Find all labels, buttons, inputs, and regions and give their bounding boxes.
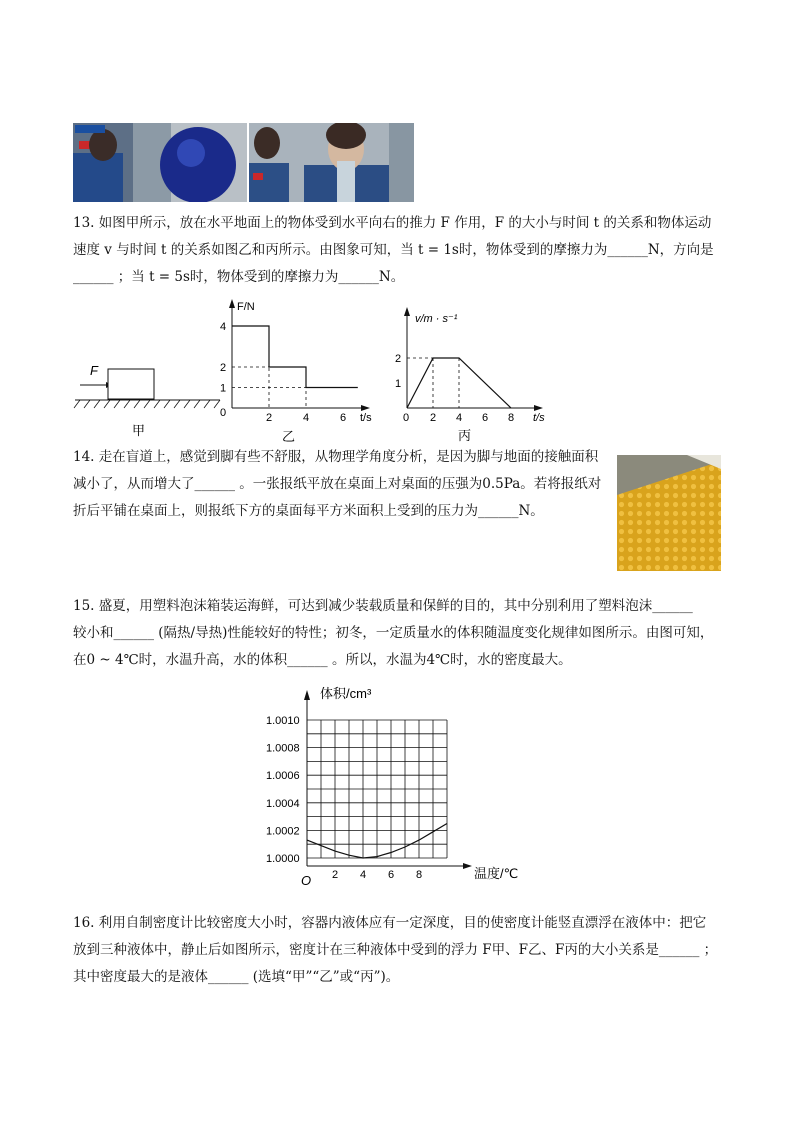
caption-jia: 甲 bbox=[132, 423, 146, 438]
x-axis-label: t/s bbox=[533, 412, 545, 424]
y-tick-label: 1.0002 bbox=[266, 825, 300, 838]
y-tick-label: 1.0000 bbox=[266, 853, 300, 865]
q15-line-3: 在0 ~ 4℃时，水温升高，水的体积______ 。所以，水温为4℃时，水的密度最大。 bbox=[73, 652, 572, 668]
photo-water-ball bbox=[73, 123, 247, 202]
q16-line-3: 其中密度最大的是液体______ (选填“甲”“乙”或“丙”)。 bbox=[73, 969, 400, 985]
figure-yi bbox=[215, 296, 380, 446]
q13-line-3: ______ ；当 t = 5s时，物体受到的摩擦力为______N。 bbox=[73, 269, 405, 285]
y-tick-label: 2 bbox=[220, 362, 227, 374]
q13-line-2: 速度 v 与时间 t 的关系如图乙和丙所示。由图象可知，当 t = 1s时，物体受到的摩擦力为______N，方向是 bbox=[73, 242, 714, 258]
block bbox=[108, 369, 154, 399]
figure-bing bbox=[393, 302, 558, 447]
x-tick-label: 8 bbox=[416, 869, 423, 881]
y-tick-label: 1.0006 bbox=[266, 770, 300, 783]
y-tick-label: 2 bbox=[395, 353, 402, 365]
x-tick-label: 6 bbox=[482, 412, 489, 424]
origin-label: 0 bbox=[220, 407, 227, 419]
figure-jia bbox=[70, 355, 230, 445]
x-tick-label: 6 bbox=[388, 869, 395, 881]
x-tick-label: 4 bbox=[303, 412, 310, 424]
q15-line-2: 较小和______ (隔热/导热)性能较好的特性；初冬，一定质量水的体积随温度变化规律如图所示。由图可知， bbox=[73, 625, 714, 641]
x-tick-label: 4 bbox=[360, 869, 367, 881]
x-tick-label: 2 bbox=[266, 412, 273, 424]
q14-line-1: 14. 走在盲道上，感觉到脚有些不舒服，从物理学角度分析，是因为脚与地面的接触面积 bbox=[73, 449, 599, 465]
q16-line-1: 16. 利用自制密度计比较密度大小时，容器内液体应有一定深度，目的使密度计能竖直漂浮在液体中：把它 bbox=[73, 915, 707, 931]
force-label: F bbox=[90, 363, 98, 378]
origin-label: O bbox=[301, 873, 312, 888]
y-tick-label: 1.0010 bbox=[266, 715, 300, 727]
x-tick-label: 2 bbox=[430, 412, 437, 424]
photo-astronaut bbox=[249, 123, 414, 202]
photo-tactile-paving bbox=[617, 455, 721, 571]
y-tick-label: 1.0004 bbox=[266, 797, 300, 810]
y-axis-label: F/N bbox=[237, 301, 255, 313]
caption-yi: 乙 bbox=[282, 429, 296, 444]
x-axis-label: t/s bbox=[360, 412, 372, 424]
y-tick-label: 1 bbox=[395, 378, 402, 390]
y-axis-label: v/m · s⁻¹ bbox=[415, 313, 458, 325]
q15-line-1: 15. 盛夏，用塑料泡沫箱装运海鲜，可达到减少装载质量和保鲜的目的，其中分别利用了塑料泡沫______ bbox=[73, 598, 693, 614]
q16-line-2: 放到三种液体中，静止后如图所示，密度计在三种液体中受到的浮力 F甲、F乙、F丙的大小关系是______ ； bbox=[73, 942, 718, 958]
y-tick-label: 1 bbox=[220, 382, 227, 395]
x-axis-label: 温度/℃ bbox=[474, 866, 519, 881]
x-tick-label: 6 bbox=[340, 412, 347, 424]
y-axis-label: 体积/cm³ bbox=[320, 686, 372, 701]
y-tick-label: 1.0008 bbox=[266, 742, 300, 755]
q14-line-3: 折后平铺在桌面上，则报纸下方的桌面每平方米面积上受到的压力为______N。 bbox=[73, 503, 544, 519]
origin-label: 0 bbox=[403, 412, 410, 424]
y-tick-label: 4 bbox=[220, 321, 227, 333]
q13-line-1: 13. 如图甲所示，放在水平地面上的物体受到水平向右的推力 F 作用，F 的大小与时间 t 的关系和物体运动 bbox=[73, 215, 712, 231]
x-tick-label: 8 bbox=[508, 412, 515, 424]
figure-water-volume bbox=[262, 680, 542, 890]
q14-line-2: 减小了，从而增大了______ 。一张报纸平放在桌面上对桌面的压强为0.5Pa。若将报纸对 bbox=[73, 476, 602, 492]
caption-bing: 丙 bbox=[458, 428, 472, 443]
force-series-line bbox=[232, 326, 358, 388]
x-tick-label: 4 bbox=[456, 412, 463, 424]
x-tick-label: 2 bbox=[332, 869, 339, 881]
